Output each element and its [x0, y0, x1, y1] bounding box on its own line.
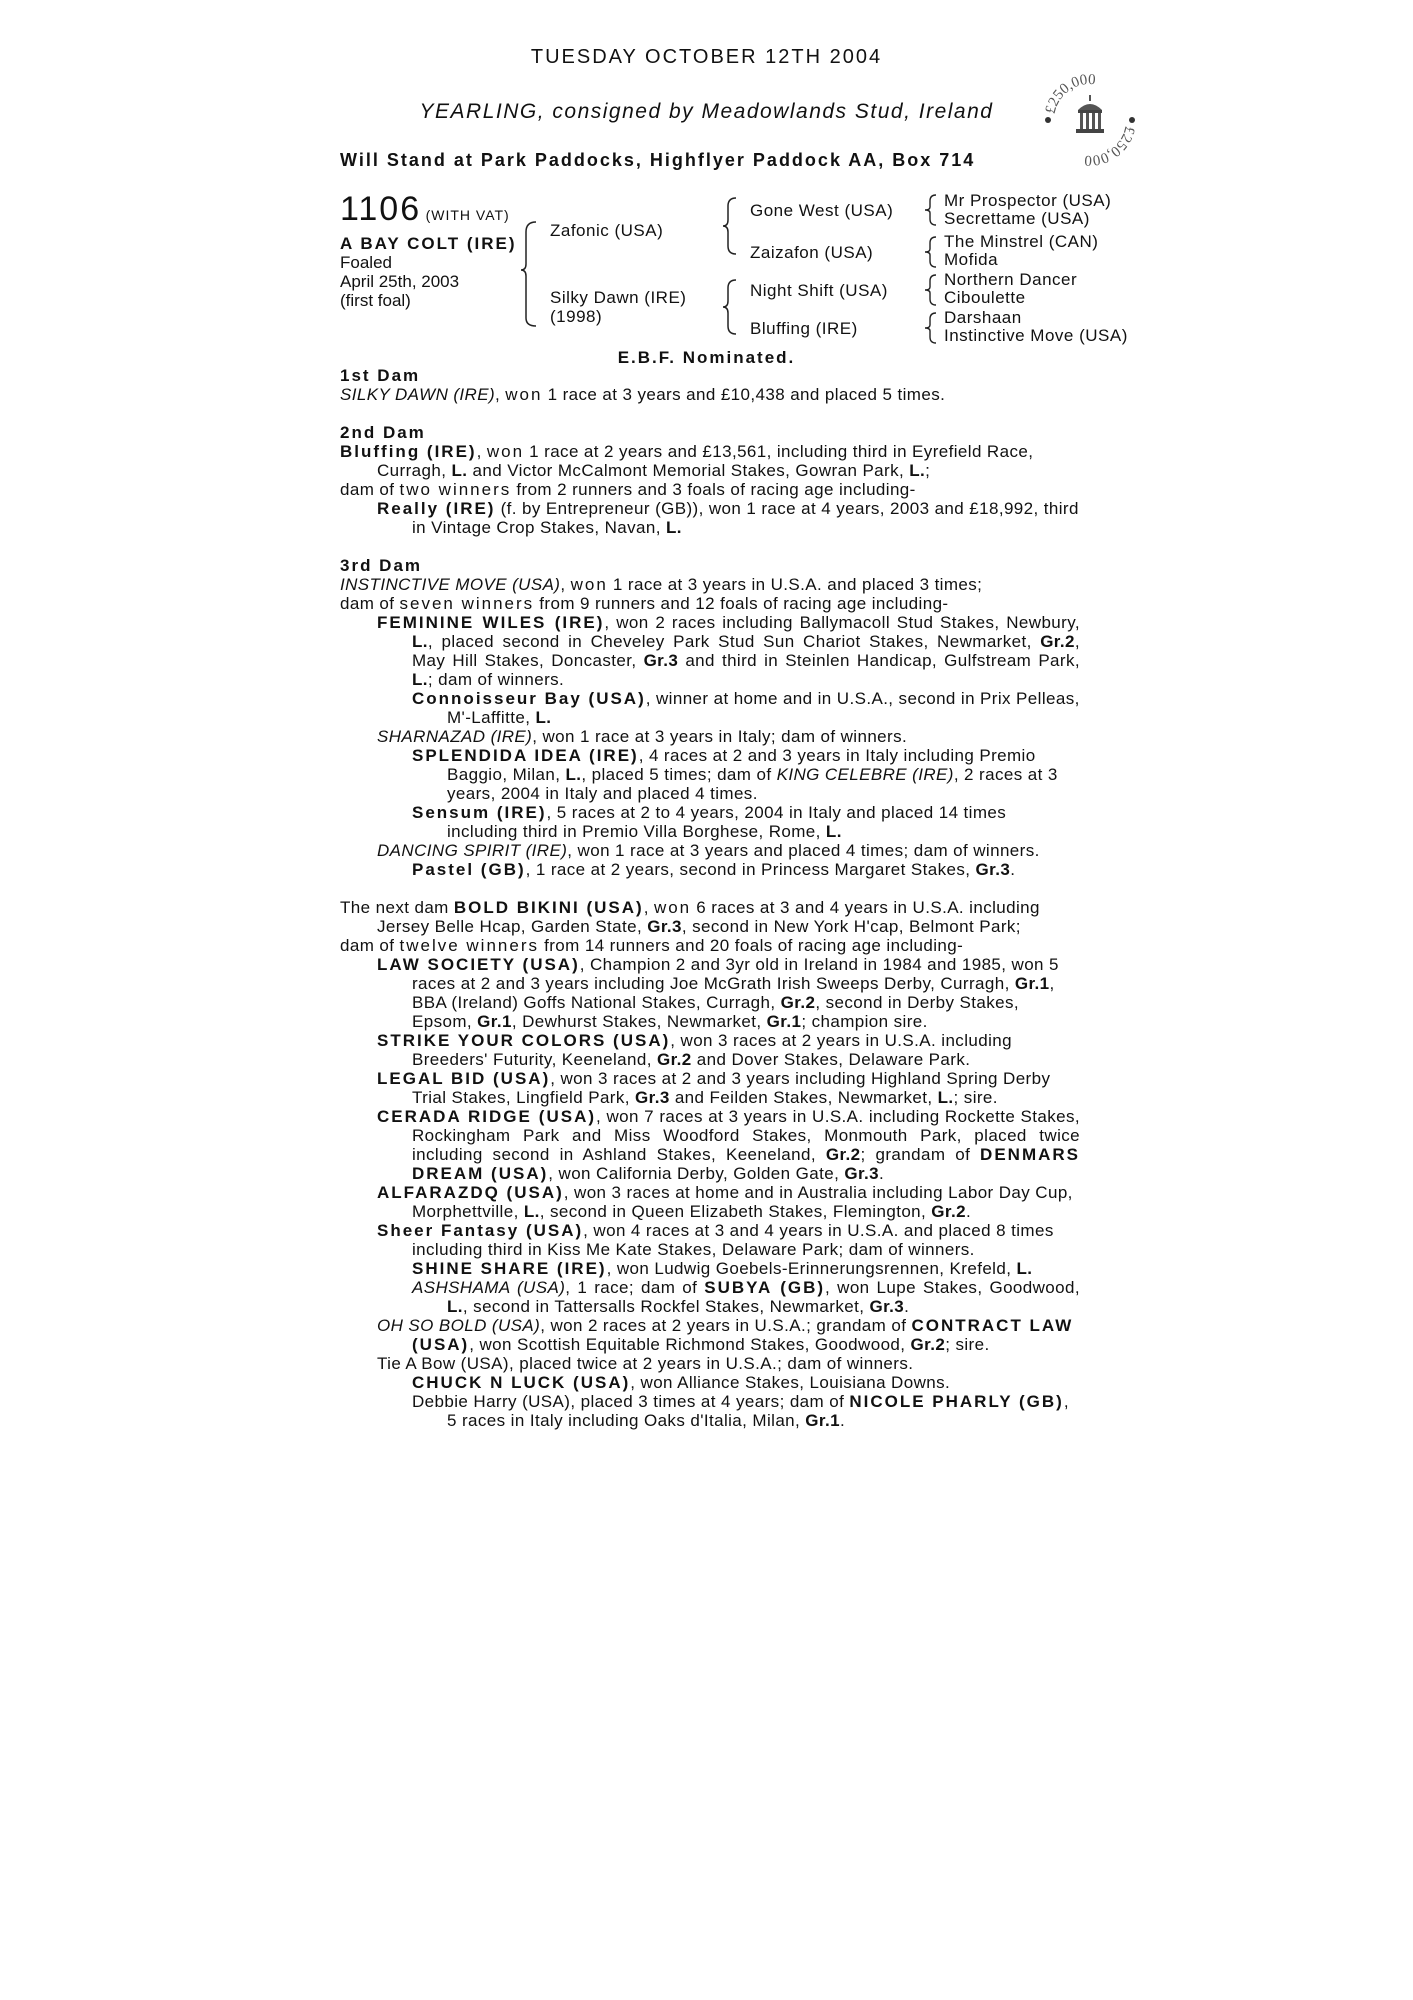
- progeny-shine-share: SHINE SHARE (IRE), won Ludwig Goebels-Erinnerungsrennen, Krefeld, L.: [412, 1259, 1033, 1278]
- ped-g6: Ciboulette: [944, 288, 1026, 307]
- progeny-feminine-wiles: FEMININE WILES (IRE), won 2 races including Ballymacoll Stud Stakes, Newbury, L., placed second in Cheveley Park Stud Sun Chariot Stakes, Newmarket, Gr.2, May Hill Stakes, Doncaster, Gr.3 and third in Steinlen Handicap, Gulfstream Park, L.; dam of winners.: [377, 613, 1080, 689]
- lot-number: 1106: [340, 190, 422, 228]
- ped-g7: Darshaan: [944, 308, 1022, 327]
- progeny-alfarazdq: ALFARAZDQ (USA), won 3 races at home and in Australia including Labor Day Cup, Morphettville, L., second in Queen Elizabeth Stakes, Flemington, Gr.2.: [377, 1183, 1073, 1221]
- ped-sire-dam: Zaizafon (USA): [750, 243, 874, 262]
- foaled-label: Foaled: [340, 253, 392, 272]
- next-dam-line: The next dam BOLD BIKINI (USA), won 6 races at 3 and 4 years in U.S.A. including Jersey Belle Hcap, Garden State, Gr.3, second in New York H'cap, Belmont Park;: [340, 898, 1040, 936]
- progeny-legal-bid: LEGAL BID (USA), won 3 races at 2 and 3 years including Highland Spring Derby Trial Stakes, Lingfield Park, Gr.3 and Feilden Stakes, Newmarket, L.; sire.: [377, 1069, 1051, 1107]
- family-text: [340, 366, 1080, 1430]
- progeny-chuck-n-luck: CHUCK N LUCK (USA), won Alliance Stakes, Louisiana Downs.: [412, 1373, 951, 1392]
- second-dam-produce: dam of two winners from 2 runners and 3 foals of racing age including-: [340, 480, 916, 499]
- pedigree-brace-g4: [924, 310, 938, 346]
- ped-g1: Mr Prospector (USA): [944, 191, 1112, 210]
- progeny-law-society: LAW SOCIETY (USA), Champion 2 and 3yr old in Ireland in 1984 and 1985, won 5 races at 2 and 3 years including Joe McGrath Irish Sweeps Derby, Curragh, Gr.1, BBA (Ireland) Goffs National Stakes, Curragh, Gr.2, second in Derby Stakes, Epsom, Gr.1, Dewhurst Stakes, Newmarket, Gr.1; champion sire.: [377, 955, 1059, 1031]
- progeny-splendida-idea: SPLENDIDA IDEA (IRE), 4 races at 2 and 3 years in Italy including Premio Baggio, Milan, L., placed 5 times; dam of KING CELEBRE (IRE), 2 races at 3 years, 2004 in Italy and placed 4 times.: [412, 746, 1058, 803]
- progeny-really: Really (IRE) (f. by Entrepreneur (GB)), won 1 race at 4 years, 2003 and £18,992, third in Vintage Crop Stakes, Navan, L.: [377, 499, 1079, 537]
- first-dam-heading: 1st Dam: [340, 366, 421, 385]
- second-dam-heading: 2nd Dam: [340, 423, 426, 442]
- pedigree-brace-dam: [722, 276, 738, 338]
- progeny-pastel: Pastel (GB), 1 race at 2 years, second in Princess Margaret Stakes, Gr.3.: [412, 860, 1016, 879]
- progeny-connoisseur-bay: Connoisseur Bay (USA), winner at home and in U.S.A., second in Prix Pelleas, M'-Laffitte, L.: [412, 689, 1080, 727]
- first-dam-line: SILKY DAWN (IRE), won 1 race at 3 years and £10,438 and placed 5 times.: [340, 385, 946, 404]
- foaled-date: April 25th, 2003: [340, 272, 460, 291]
- ped-g5: Northern Dancer: [944, 270, 1078, 289]
- ped-g3: The Minstrel (CAN): [944, 232, 1099, 251]
- ped-dam-sire: Night Shift (USA): [750, 281, 888, 300]
- progeny-dancing-spirit: DANCING SPIRIT (IRE), won 1 race at 3 years and placed 4 times; dam of winners.: [377, 841, 1040, 860]
- pedigree-brace-main: [520, 208, 540, 332]
- progeny-ashshama: ASHSHAMA (USA), 1 race; dam of SUBYA (GB), won Lupe Stakes, Goodwood, L., second in Tattersalls Rockfel Stakes, Newmarket, Gr.3.: [412, 1278, 1080, 1316]
- ebf-nomination: E.B.F. Nominated.: [617, 348, 796, 367]
- progeny-sensum: Sensum (IRE), 5 races at 2 to 4 years, 2004 in Italy and placed 14 times including third in Premio Villa Borghese, Rome, L.: [412, 803, 1007, 841]
- ped-g8: Instinctive Move (USA): [944, 326, 1128, 345]
- sale-date: TUESDAY OCTOBER 12TH 2004: [530, 46, 883, 68]
- price-seal-icon: [1040, 70, 1140, 170]
- ped-g4: Mofida: [944, 250, 999, 269]
- second-dam-line: Bluffing (IRE), won 1 race at 2 years and £13,561, including third in Eyrefield Race, Curragh, L. and Victor McCalmont Memorial Stakes, Gowran Park, L.;: [340, 442, 1034, 480]
- third-dam-produce: dam of seven winners from 9 runners and 12 foals of racing age including-: [340, 594, 949, 613]
- ped-sire: Zafonic (USA): [550, 221, 664, 240]
- ped-g2: Secrettame (USA): [944, 209, 1090, 228]
- ped-dam-year: (1998): [550, 307, 603, 326]
- lot-number-block: [340, 190, 510, 229]
- seal-text-top: £250,000: [1042, 71, 1096, 116]
- progeny-strike-your-colors: STRIKE YOUR COLORS (USA), won 3 races at 2 years in U.S.A. including Breeders' Futurity, Keeneland, Gr.2 and Dover Stakes, Delaware Park.: [377, 1031, 1012, 1069]
- horse-name: A BAY COLT (IRE): [340, 234, 517, 253]
- next-dam-produce: dam of twelve winners from 14 runners and 20 foals of racing age including-: [340, 936, 964, 955]
- seal-text-bottom: £250,000: [1084, 124, 1138, 169]
- progeny-oh-so-bold: OH SO BOLD (USA), won 2 races at 2 years in U.S.A.; grandam of CONTRACT LAW (USA), won Scottish Equitable Richmond Stakes, Goodwood, Gr.2; sire.: [377, 1316, 1074, 1354]
- third-dam-line: INSTINCTIVE MOVE (USA), won 1 race at 3 years in U.S.A. and placed 3 times;: [340, 575, 983, 594]
- third-dam-heading: 3rd Dam: [340, 556, 423, 575]
- location-line: Will Stand at Park Paddocks, Highflyer Paddock AA, Box 714: [340, 150, 976, 170]
- ped-dam: Silky Dawn (IRE): [550, 288, 687, 307]
- progeny-debbie-harry: Debbie Harry (USA), placed 3 times at 4 years; dam of NICOLE PHARLY (GB), 5 races in Italy including Oaks d'Italia, Milan, Gr.1.: [412, 1392, 1069, 1430]
- pedigree-brace-g1: [924, 192, 938, 228]
- vat-note: (WITH VAT): [425, 207, 510, 223]
- progeny-tie-a-bow: Tie A Bow (USA), placed twice at 2 years in U.S.A.; dam of winners.: [377, 1354, 914, 1373]
- progeny-sheer-fantasy: Sheer Fantasy (USA), won 4 races at 3 and 4 years in U.S.A. and placed 8 times including third in Kiss Me Kate Stakes, Delaware Park; dam of winners.: [377, 1221, 1054, 1259]
- pedigree-brace-g2: [924, 234, 938, 270]
- progeny-cerada-ridge: CERADA RIDGE (USA), won 7 races at 3 years in U.S.A. including Rockette Stakes, Rockingham Park and Miss Woodford Stakes, Monmouth Park, placed twice including second in Ashland Stakes, Keeneland, Gr.2; grandam of DENMARS DREAM (USA), won California Derby, Golden Gate, Gr.3.: [377, 1107, 1081, 1183]
- ped-sire-sire: Gone West (USA): [750, 201, 894, 220]
- consignment-line: YEARLING, consigned by Meadowlands Stud, Ireland: [419, 100, 994, 123]
- pedigree-brace-g3: [924, 272, 938, 308]
- foal-note: (first foal): [340, 291, 411, 310]
- pedigree-brace-sire: [722, 194, 738, 258]
- horse-info: [340, 234, 517, 310]
- ped-dam-dam: Bluffing (IRE): [750, 319, 858, 338]
- progeny-sharnazad: SHARNAZAD (IRE), won 1 race at 3 years in Italy; dam of winners.: [377, 727, 908, 746]
